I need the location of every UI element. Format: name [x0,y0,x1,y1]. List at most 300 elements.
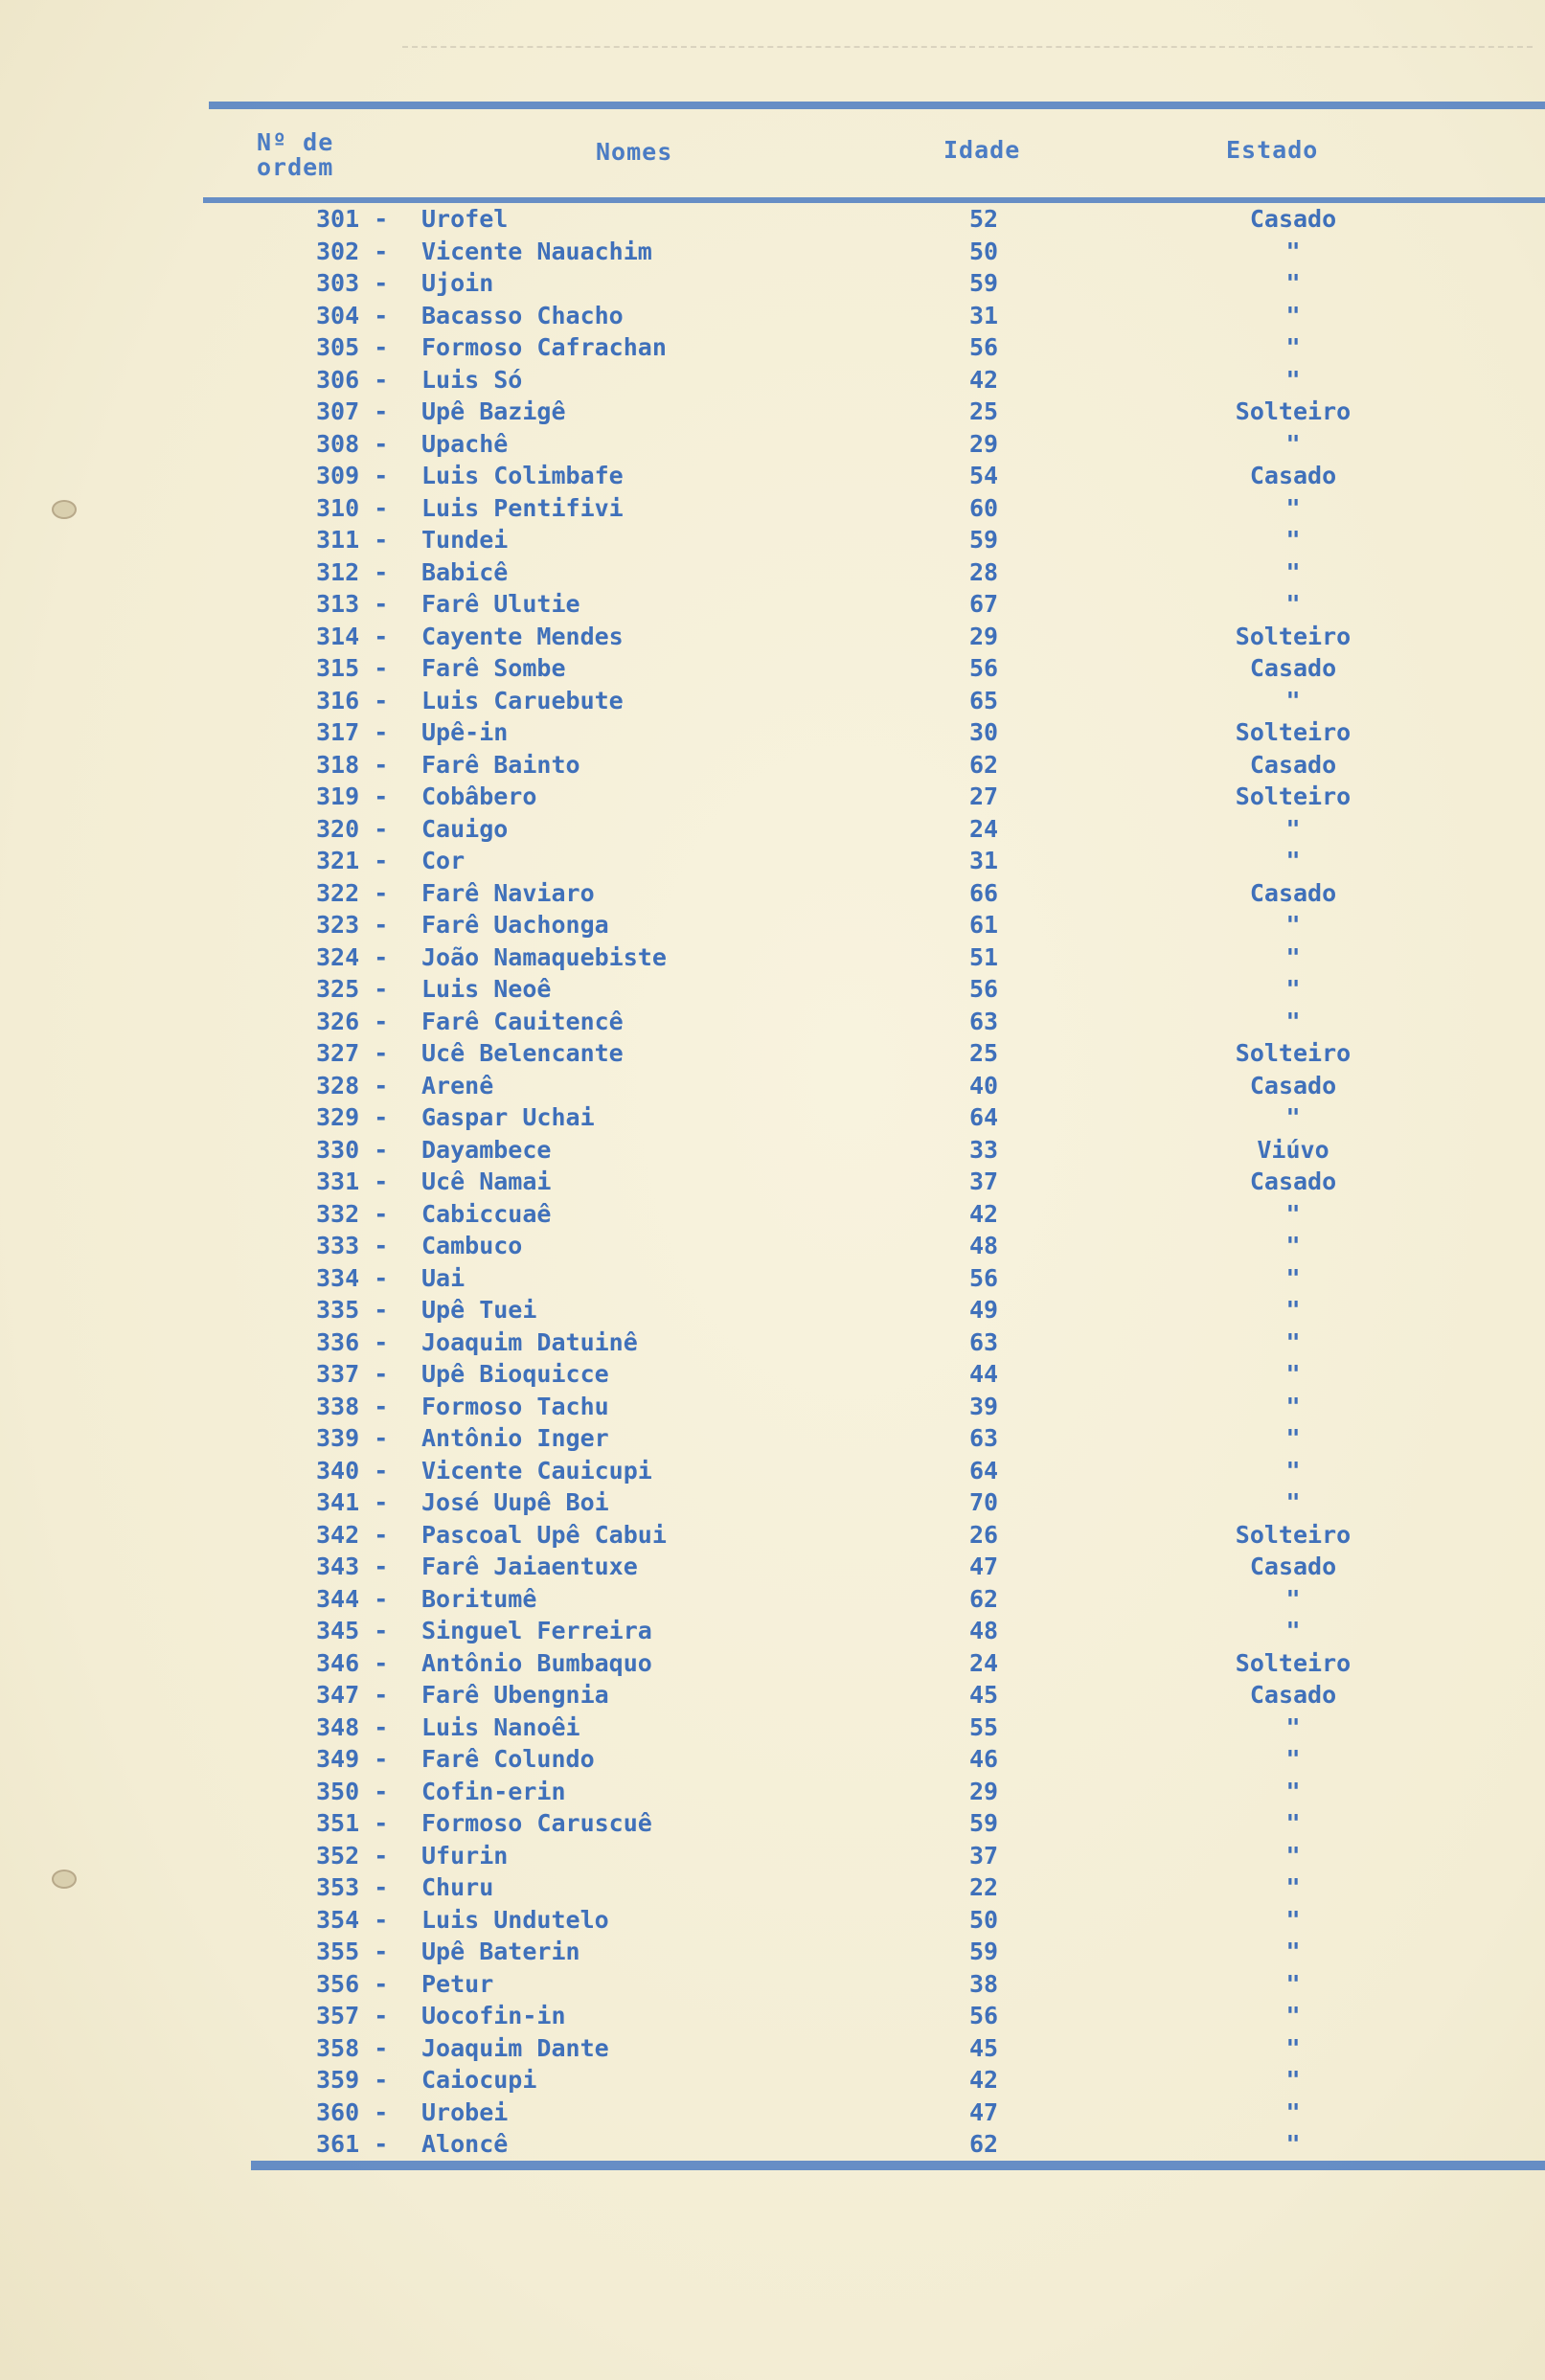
row-age: 37 [969,1167,999,1195]
row-number: 329 - [316,1103,389,1131]
table-row [0,1101,1545,1134]
table-row [0,1904,1545,1937]
row-number: 357 - [316,2002,389,2029]
row-estado: Solteiro [1235,782,1352,810]
row-age: 56 [969,654,999,682]
row-estado: Casado [1249,654,1337,682]
row-name: Cambuco [421,1232,523,1259]
row-age: 29 [969,1777,999,1805]
row-name: Tundei [421,526,509,554]
row-estado: " [1285,1103,1301,1131]
row-estado: " [1285,1488,1301,1516]
row-number: 347 - [316,1681,389,1709]
row-name: Urofel [421,205,509,233]
table-row [0,2128,1545,2161]
row-number: 346 - [316,1648,389,1677]
row-number: 308 - [316,429,389,458]
row-name: Formoso Tachu [421,1392,609,1420]
row-age: 48 [969,1232,999,1259]
row-number: 307 - [316,397,389,425]
table-row [0,1070,1545,1102]
row-age: 55 [969,1712,999,1741]
row-number: 353 - [316,1873,389,1901]
row-age: 28 [969,557,999,586]
row-age: 63 [969,1007,999,1035]
table-row [0,941,1545,974]
row-name: Farê Jaiaentuxe [421,1553,638,1580]
row-name: Vicente Cauicupi [421,1456,652,1485]
row-number: 349 - [316,1745,389,1773]
row-estado: " [1285,1327,1301,1356]
table-row [0,1455,1545,1487]
row-estado: " [1285,333,1301,361]
row-name: Ucê Belencante [421,1039,624,1067]
row-estado: " [1285,814,1301,843]
table-row [0,1006,1545,1038]
row-number: 361 - [316,2130,389,2158]
table-row [0,203,1545,236]
row-number: 317 - [316,718,389,746]
table-row [0,1230,1545,1262]
row-age: 31 [969,301,999,329]
row-age: 33 [969,1135,999,1164]
row-estado: " [1285,526,1301,554]
row-number: 321 - [316,847,389,874]
table-row [0,524,1545,556]
row-number: 360 - [316,2097,389,2126]
row-estado: " [1285,2097,1301,2126]
row-name: Ufurin [421,1841,509,1870]
table-row [0,1647,1545,1680]
bleed-through-line [402,46,1533,50]
row-age: 24 [969,1648,999,1677]
row-estado: " [1285,1809,1301,1837]
row-age: 44 [969,1360,999,1388]
row-age: 38 [969,1969,999,1998]
row-name: Joaquim Datuinê [421,1327,638,1356]
row-estado: " [1285,942,1301,971]
row-age: 64 [969,1103,999,1131]
row-name: Ucê Namai [421,1167,552,1195]
row-number: 340 - [316,1456,389,1485]
row-estado: Solteiro [1235,718,1352,746]
row-estado: " [1285,2130,1301,2158]
row-name: Upachê [421,429,509,458]
row-name: Gaspar Uchai [421,1103,595,1131]
table-row [0,1551,1545,1583]
header-ordem: Nº de ordem [257,128,334,181]
row-number: 302 - [316,237,389,265]
row-estado: " [1285,1938,1301,1965]
row-estado: " [1285,2066,1301,2094]
row-name: Cor [421,847,466,874]
table-row [0,1134,1545,1167]
table-row [0,1807,1545,1840]
row-name: Joaquim Dante [421,2033,609,2062]
row-age: 51 [969,942,999,971]
row-estado: " [1285,493,1301,522]
row-age: 59 [969,269,999,297]
row-name: Churu [421,1873,494,1901]
row-age: 50 [969,1905,999,1934]
row-estado: " [1285,1232,1301,1259]
row-age: 59 [969,1809,999,1837]
top-rule [209,102,1545,109]
row-estado: Solteiro [1235,1520,1352,1549]
row-estado: Casado [1249,462,1337,489]
row-name: Farê Bainto [421,750,580,779]
header-idade: Idade [943,136,1021,164]
table-row [0,1936,1545,1968]
row-name: Farê Cauitencê [421,1007,624,1035]
row-name: Uai [421,1263,466,1292]
row-number: 304 - [316,301,389,329]
row-estado: " [1285,1905,1301,1934]
row-age: 67 [969,590,999,618]
row-name: Cofin-erin [421,1777,566,1805]
row-age: 29 [969,622,999,650]
row-estado: " [1285,301,1301,329]
row-name: Luis Caruebute [421,686,624,714]
row-age: 65 [969,686,999,714]
table-row [0,1840,1545,1872]
row-estado: " [1285,557,1301,586]
row-age: 59 [969,1938,999,1965]
row-age: 22 [969,1873,999,1901]
table-row [0,877,1545,910]
row-estado: " [1285,1969,1301,1998]
table-row [0,300,1545,332]
table-row [0,749,1545,782]
row-age: 24 [969,814,999,843]
row-age: 49 [969,1296,999,1324]
row-name: Urobei [421,2097,509,2126]
row-estado: " [1285,1584,1301,1613]
row-name: Cabiccuaê [421,1199,552,1228]
row-age: 29 [969,429,999,458]
row-name: Farê Sombe [421,654,566,682]
row-number: 354 - [316,1905,389,1934]
row-age: 37 [969,1841,999,1870]
row-estado: " [1285,1360,1301,1388]
row-number: 331 - [316,1167,389,1195]
row-name: Cayente Mendes [421,622,624,650]
table-row [0,1679,1545,1711]
row-estado: Casado [1249,205,1337,233]
table-row [0,652,1545,685]
row-name: Caiocupi [421,2066,537,2094]
header-estado: Estado [1226,136,1319,164]
row-name: Farê Ulutie [421,590,580,618]
table-row [0,2064,1545,2097]
row-age: 42 [969,1199,999,1228]
row-estado: " [1285,2002,1301,2029]
table-row [0,1262,1545,1295]
row-estado: " [1285,590,1301,618]
row-age: 64 [969,1456,999,1485]
row-number: 327 - [316,1039,389,1067]
row-age: 60 [969,493,999,522]
row-name: Bacasso Chacho [421,301,624,329]
row-number: 325 - [316,975,389,1003]
table-row [0,973,1545,1006]
row-number: 303 - [316,269,389,297]
row-name: Upê Bazigê [421,397,566,425]
table-row [0,492,1545,525]
row-estado: " [1285,1873,1301,1901]
table-row [0,1198,1545,1231]
row-name: Uocofin-in [421,2002,566,2029]
table-row [0,1037,1545,1070]
table-row [0,813,1545,846]
table-row [0,685,1545,717]
row-number: 305 - [316,333,389,361]
row-number: 320 - [316,814,389,843]
row-age: 52 [969,205,999,233]
row-estado: " [1285,975,1301,1003]
table-row [0,428,1545,461]
row-number: 328 - [316,1071,389,1099]
table-row [0,1968,1545,2001]
row-number: 301 - [316,205,389,233]
row-name: Boritumê [421,1584,537,1613]
table-row [0,1871,1545,1904]
table-row [0,1711,1545,1744]
row-estado: " [1285,1199,1301,1228]
row-estado: " [1285,429,1301,458]
row-number: 355 - [316,1938,389,1965]
row-number: 342 - [316,1520,389,1549]
row-number: 323 - [316,911,389,939]
row-number: 352 - [316,1841,389,1870]
row-estado: " [1285,1296,1301,1324]
row-age: 45 [969,2033,999,2062]
row-number: 335 - [316,1296,389,1324]
row-name: Farê Naviaro [421,878,595,907]
row-name: Farê Uachonga [421,911,609,939]
table-row [0,267,1545,300]
row-age: 62 [969,2130,999,2158]
row-estado: Casado [1249,1553,1337,1580]
row-number: 333 - [316,1232,389,1259]
row-age: 25 [969,1039,999,1067]
row-name: Upê Baterin [421,1938,580,1965]
row-name: Antônio Bumbaquo [421,1648,652,1677]
row-name: Petur [421,1969,494,1998]
row-number: 324 - [316,942,389,971]
row-age: 61 [969,911,999,939]
table-row [0,1486,1545,1519]
row-number: 330 - [316,1135,389,1164]
row-estado: " [1285,365,1301,394]
row-number: 334 - [316,1263,389,1292]
row-age: 47 [969,2097,999,2126]
row-name: Upê-in [421,718,509,746]
row-name: José Uupê Boi [421,1488,609,1516]
table-row [0,236,1545,268]
row-age: 62 [969,1584,999,1613]
row-age: 56 [969,333,999,361]
row-number: 351 - [316,1809,389,1837]
row-number: 343 - [316,1553,389,1580]
row-number: 341 - [316,1488,389,1516]
row-number: 350 - [316,1777,389,1805]
row-estado: " [1285,1617,1301,1644]
row-estado: " [1285,847,1301,874]
row-number: 309 - [316,462,389,489]
row-number: 356 - [316,1969,389,1998]
table-row [0,716,1545,749]
row-age: 40 [969,1071,999,1099]
row-name: Farê Ubengnia [421,1681,609,1709]
row-estado: " [1285,1424,1301,1452]
row-estado: " [1285,686,1301,714]
table-row [0,1358,1545,1391]
row-estado: " [1285,1456,1301,1485]
row-number: 345 - [316,1617,389,1644]
row-estado: " [1285,269,1301,297]
row-number: 314 - [316,622,389,650]
row-age: 31 [969,847,999,874]
table-row [0,1615,1545,1647]
row-number: 319 - [316,782,389,810]
row-estado: " [1285,1777,1301,1805]
row-estado: " [1285,237,1301,265]
table-row [0,1743,1545,1776]
row-name: Pascoal Upê Cabui [421,1520,667,1549]
row-age: 54 [969,462,999,489]
row-number: 337 - [316,1360,389,1388]
row-estado: Casado [1249,1167,1337,1195]
table-row [0,396,1545,428]
row-age: 56 [969,975,999,1003]
table-row [0,2032,1545,2065]
row-number: 315 - [316,654,389,682]
row-name: Arenê [421,1071,494,1099]
row-age: 30 [969,718,999,746]
row-name: Luis Neoê [421,975,552,1003]
row-name: Upê Tuei [421,1296,537,1324]
row-estado: " [1285,1263,1301,1292]
row-name: Aloncê [421,2130,509,2158]
table-row [0,364,1545,397]
row-age: 66 [969,878,999,907]
row-age: 70 [969,1488,999,1516]
row-number: 332 - [316,1199,389,1228]
row-name: Cauigo [421,814,509,843]
row-number: 338 - [316,1392,389,1420]
header-nomes: Nomes [596,138,673,166]
row-age: 56 [969,2002,999,2029]
row-age: 63 [969,1424,999,1452]
row-name: Farê Colundo [421,1745,595,1773]
row-name: Babicê [421,557,509,586]
row-estado: Solteiro [1235,1648,1352,1677]
row-name: Luis Colimbafe [421,462,624,489]
row-number: 313 - [316,590,389,618]
row-age: 25 [969,397,999,425]
table-row [0,1326,1545,1359]
bottom-rule [251,2161,1545,2170]
row-estado: " [1285,1392,1301,1420]
row-estado: " [1285,1841,1301,1870]
row-age: 42 [969,365,999,394]
row-number: 316 - [316,686,389,714]
row-estado: " [1285,2033,1301,2062]
row-number: 358 - [316,2033,389,2062]
row-estado: Solteiro [1235,397,1352,425]
row-estado: Casado [1249,750,1337,779]
row-number: 310 - [316,493,389,522]
row-age: 46 [969,1745,999,1773]
row-age: 50 [969,237,999,265]
table-row [0,1583,1545,1616]
row-name: Antônio Inger [421,1424,609,1452]
table-row [0,1519,1545,1552]
row-name: Singuel Ferreira [421,1617,652,1644]
table-row [0,2000,1545,2032]
row-number: 348 - [316,1712,389,1741]
row-estado: " [1285,1007,1301,1035]
row-estado: Casado [1249,878,1337,907]
row-age: 42 [969,2066,999,2094]
row-name: Vicente Nauachim [421,237,652,265]
row-name: Upê Bioquicce [421,1360,609,1388]
row-number: 339 - [316,1424,389,1452]
row-number: 359 - [316,2066,389,2094]
row-number: 306 - [316,365,389,394]
table-row [0,1166,1545,1198]
row-name: João Namaquebiste [421,942,667,971]
row-estado: " [1285,1745,1301,1773]
row-estado: Casado [1249,1071,1337,1099]
row-estado: " [1285,1712,1301,1741]
table-row [0,845,1545,877]
table-row [0,556,1545,589]
table-row [0,781,1545,813]
table-row [0,460,1545,492]
row-name: Ujoin [421,269,494,297]
row-age: 48 [969,1617,999,1644]
row-age: 62 [969,750,999,779]
row-age: 26 [969,1520,999,1549]
row-estado: Viúvo [1257,1135,1329,1164]
table-row [0,588,1545,621]
table-row [0,331,1545,364]
row-age: 39 [969,1392,999,1420]
table-row [0,1391,1545,1423]
row-age: 63 [969,1327,999,1356]
row-name: Luis Pentifivi [421,493,624,522]
row-number: 344 - [316,1584,389,1613]
table-row [0,1776,1545,1808]
row-name: Dayambece [421,1135,552,1164]
row-age: 47 [969,1553,999,1580]
row-age: 56 [969,1263,999,1292]
row-name: Luis Só [421,365,523,394]
row-number: 326 - [316,1007,389,1035]
row-estado: Solteiro [1235,622,1352,650]
row-age: 59 [969,526,999,554]
row-age: 27 [969,782,999,810]
row-name: Formoso Cafrachan [421,333,667,361]
row-name: Formoso Caruscuê [421,1809,652,1837]
row-number: 336 - [316,1327,389,1356]
row-name: Luis Undutelo [421,1905,609,1934]
row-name: Luis Nanoêi [421,1712,580,1741]
table-row [0,2097,1545,2129]
row-estado: Casado [1249,1681,1337,1709]
